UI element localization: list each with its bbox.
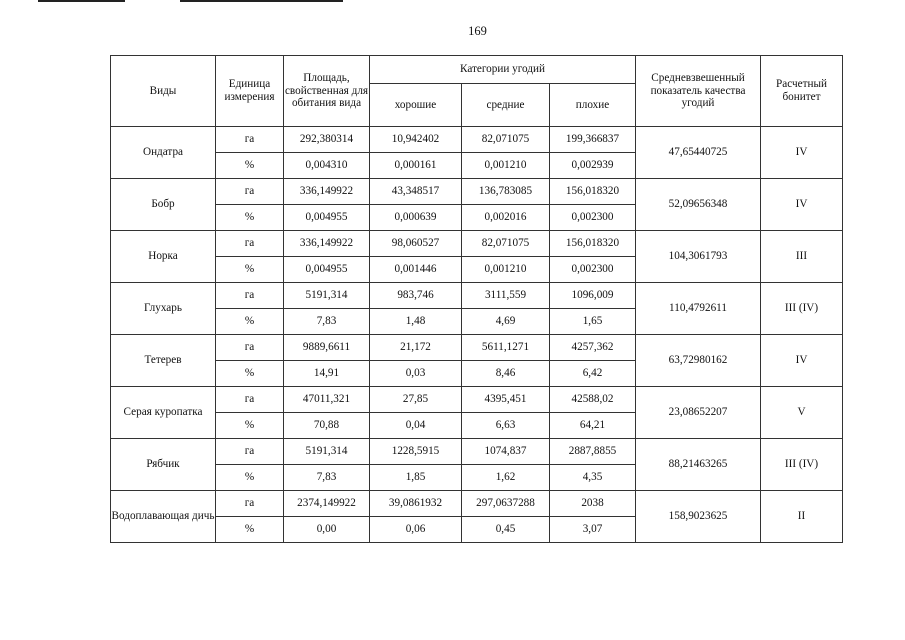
area-cell: 336,149922: [284, 179, 370, 205]
top-rule: [38, 0, 343, 2]
table-row: [111, 335, 843, 361]
table-row: [111, 179, 843, 205]
unit-cell: %: [216, 205, 284, 231]
poor-cell: 156,018320: [550, 179, 636, 205]
table-row: [111, 283, 843, 309]
poor-cell: 0,002300: [550, 205, 636, 231]
bonitet-cell: III: [761, 231, 843, 283]
poor-cell: 2887,8855: [550, 439, 636, 465]
area-cell: 47011,321: [284, 387, 370, 413]
medium-cell: 3111,559: [462, 283, 550, 309]
avg-quality-cell: 63,72980162: [636, 335, 761, 387]
area-cell: 0,004955: [284, 205, 370, 231]
good-cell: 0,04: [370, 413, 462, 439]
species-cell: Ондатра: [111, 127, 216, 179]
species-cell: Рябчик: [111, 439, 216, 491]
area-cell: 292,380314: [284, 127, 370, 153]
medium-cell: 6,63: [462, 413, 550, 439]
avg-quality-cell: 158,9023625: [636, 491, 761, 543]
poor-cell: 1096,009: [550, 283, 636, 309]
area-cell: 70,88: [284, 413, 370, 439]
good-cell: 39,0861932: [370, 491, 462, 517]
unit-cell: га: [216, 283, 284, 309]
unit-cell: %: [216, 153, 284, 179]
area-cell: 5191,314: [284, 283, 370, 309]
unit-cell: га: [216, 335, 284, 361]
page-number: 169: [468, 24, 487, 38]
avg-quality-cell: 104,3061793: [636, 231, 761, 283]
unit-cell: га: [216, 439, 284, 465]
good-cell: 27,85: [370, 387, 462, 413]
good-cell: 0,000161: [370, 153, 462, 179]
species-cell: Глухарь: [111, 283, 216, 335]
area-cell: 7,83: [284, 465, 370, 491]
table-row: [111, 127, 843, 153]
poor-cell: 4257,362: [550, 335, 636, 361]
unit-cell: га: [216, 127, 284, 153]
species-cell: Тетерев: [111, 335, 216, 387]
unit-cell: %: [216, 413, 284, 439]
header-avg-quality: Средневзвешенный показатель качества угодий: [636, 56, 761, 127]
medium-cell: 5611,1271: [462, 335, 550, 361]
header-bonitet: Расчетный бонитет: [761, 56, 843, 127]
species-cell: Серая куропатка: [111, 387, 216, 439]
medium-cell: 297,0637288: [462, 491, 550, 517]
bonitet-cell: IV: [761, 127, 843, 179]
species-cell: Бобр: [111, 179, 216, 231]
poor-cell: 0,002939: [550, 153, 636, 179]
area-cell: 5191,314: [284, 439, 370, 465]
unit-cell: %: [216, 361, 284, 387]
bonitet-cell: IV: [761, 179, 843, 231]
header-medium: средние: [462, 84, 550, 127]
medium-cell: 82,071075: [462, 231, 550, 257]
unit-cell: га: [216, 387, 284, 413]
area-cell: 9889,6611: [284, 335, 370, 361]
species-cell: Водоплавающая дичь: [111, 491, 216, 543]
poor-cell: 1,65: [550, 309, 636, 335]
medium-cell: 8,46: [462, 361, 550, 387]
good-cell: 10,942402: [370, 127, 462, 153]
good-cell: 43,348517: [370, 179, 462, 205]
area-cell: 0,004310: [284, 153, 370, 179]
species-cell: Норка: [111, 231, 216, 283]
medium-cell: 82,071075: [462, 127, 550, 153]
header-row-1: [111, 56, 843, 84]
good-cell: 0,000639: [370, 205, 462, 231]
good-cell: 1,85: [370, 465, 462, 491]
medium-cell: 4,69: [462, 309, 550, 335]
medium-cell: 4395,451: [462, 387, 550, 413]
top-rule-gap: [125, 0, 180, 2]
poor-cell: 6,42: [550, 361, 636, 387]
avg-quality-cell: 88,21463265: [636, 439, 761, 491]
bonitet-cell: V: [761, 387, 843, 439]
header-categories: Категории угодий: [370, 56, 636, 84]
avg-quality-cell: 23,08652207: [636, 387, 761, 439]
good-cell: 0,001446: [370, 257, 462, 283]
poor-cell: 2038: [550, 491, 636, 517]
good-cell: 1,48: [370, 309, 462, 335]
header-area: Площадь, свойственная для обитания вида: [284, 56, 370, 127]
avg-quality-cell: 52,09656348: [636, 179, 761, 231]
area-cell: 2374,149922: [284, 491, 370, 517]
good-cell: 0,06: [370, 517, 462, 543]
area-cell: 14,91: [284, 361, 370, 387]
table-row: [111, 231, 843, 257]
good-cell: 21,172: [370, 335, 462, 361]
poor-cell: 3,07: [550, 517, 636, 543]
good-cell: 0,03: [370, 361, 462, 387]
medium-cell: 136,783085: [462, 179, 550, 205]
unit-cell: га: [216, 231, 284, 257]
unit-cell: га: [216, 491, 284, 517]
poor-cell: 0,002300: [550, 257, 636, 283]
poor-cell: 42588,02: [550, 387, 636, 413]
bonitet-table: [110, 55, 843, 543]
poor-cell: 4,35: [550, 465, 636, 491]
bonitet-cell: II: [761, 491, 843, 543]
area-cell: 336,149922: [284, 231, 370, 257]
poor-cell: 199,366837: [550, 127, 636, 153]
unit-cell: %: [216, 257, 284, 283]
medium-cell: 1074,837: [462, 439, 550, 465]
table-row: [111, 387, 843, 413]
area-cell: 0,004955: [284, 257, 370, 283]
medium-cell: 1,62: [462, 465, 550, 491]
medium-cell: 0,001210: [462, 153, 550, 179]
unit-cell: га: [216, 179, 284, 205]
area-cell: 0,00: [284, 517, 370, 543]
header-unit: Единица измерения: [216, 56, 284, 127]
good-cell: 983,746: [370, 283, 462, 309]
unit-cell: %: [216, 517, 284, 543]
header-species: Виды: [111, 56, 216, 127]
bonitet-cell: III (IV): [761, 439, 843, 491]
bonitet-cell: IV: [761, 335, 843, 387]
table-row: [111, 439, 843, 465]
good-cell: 1228,5915: [370, 439, 462, 465]
avg-quality-cell: 47,65440725: [636, 127, 761, 179]
table-row: [111, 491, 843, 517]
bonitet-cell: III (IV): [761, 283, 843, 335]
header-poor: плохие: [550, 84, 636, 127]
medium-cell: 0,001210: [462, 257, 550, 283]
poor-cell: 156,018320: [550, 231, 636, 257]
area-cell: 7,83: [284, 309, 370, 335]
poor-cell: 64,21: [550, 413, 636, 439]
good-cell: 98,060527: [370, 231, 462, 257]
unit-cell: %: [216, 309, 284, 335]
medium-cell: 0,002016: [462, 205, 550, 231]
avg-quality-cell: 110,4792611: [636, 283, 761, 335]
medium-cell: 0,45: [462, 517, 550, 543]
header-good: хорошие: [370, 84, 462, 127]
unit-cell: %: [216, 465, 284, 491]
